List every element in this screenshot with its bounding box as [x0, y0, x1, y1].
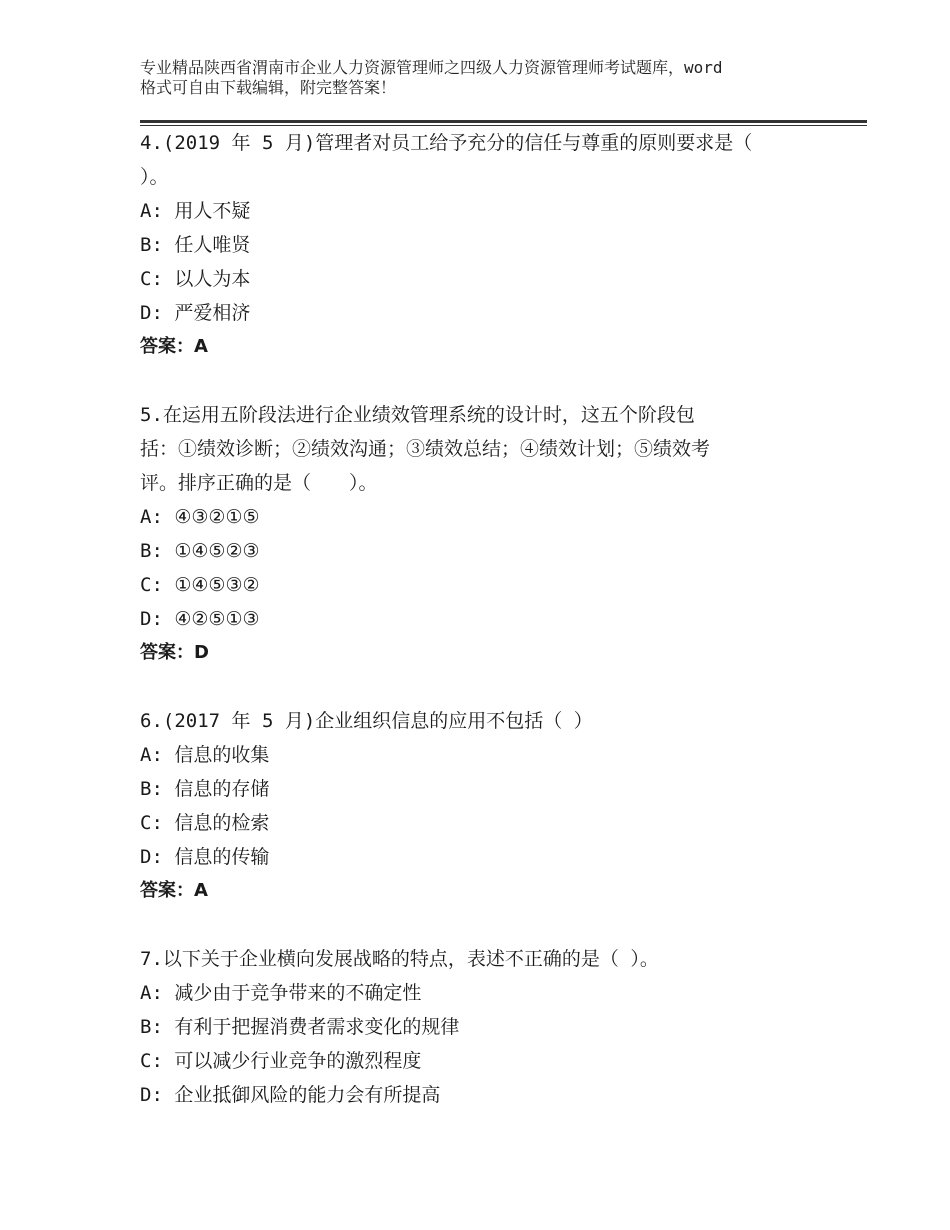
question-5 [140, 398, 830, 670]
answer-value: D [194, 642, 209, 663]
document-header [140, 58, 830, 98]
option-key: B: [140, 1016, 163, 1038]
option-text: 信息的收集 [174, 744, 270, 766]
spacer [140, 670, 830, 704]
option-a [140, 976, 830, 1010]
question-text-line: 5.在运用五阶段法进行企业绩效管理系统的设计时，这五个阶段包 [140, 404, 695, 426]
question-4 [140, 126, 830, 364]
option-a [140, 194, 830, 228]
answer-label: 答案： [140, 336, 194, 357]
option-c [140, 806, 830, 840]
option-text: 信息的传输 [174, 846, 270, 868]
question-text-line: 括：①绩效诊断；②绩效沟通；③绩效总结；④绩效计划；⑤绩效考 [140, 438, 711, 460]
question-list [140, 126, 830, 1112]
option-d [140, 1078, 830, 1112]
answer-line [140, 330, 830, 364]
option-text: 用人不疑 [174, 200, 251, 222]
option-c [140, 568, 830, 602]
option-text: 信息的存储 [174, 778, 270, 800]
question-text-line: 7.以下关于企业横向发展战略的特点，表述不正确的是（ ）。 [140, 948, 659, 970]
option-key: D: [140, 302, 163, 324]
option-key: A: [140, 744, 163, 766]
answer-value: A [194, 336, 208, 357]
option-text: 有利于把握消费者需求变化的规律 [174, 1016, 460, 1038]
spacer [140, 364, 830, 398]
answer-label: 答案： [140, 642, 194, 663]
option-b [140, 534, 830, 568]
option-key: B: [140, 778, 163, 800]
option-key: B: [140, 234, 163, 256]
option-text: 减少由于竞争带来的不确定性 [174, 982, 422, 1004]
option-text: 任人唯贤 [174, 234, 251, 256]
question-text-line: 6.(2017 年 5 月)企业组织信息的应用不包括（ ） [140, 710, 593, 732]
option-a [140, 500, 830, 534]
option-text: 企业抵御风险的能力会有所提高 [174, 1084, 441, 1106]
option-text: 严爱相济 [174, 302, 251, 324]
option-text: 信息的检索 [174, 812, 270, 834]
option-c [140, 262, 830, 296]
option-text: ①④⑤③② [174, 574, 260, 596]
header-rule-thick [140, 120, 867, 123]
question-7 [140, 942, 830, 1112]
answer-line [140, 636, 830, 670]
option-key: D: [140, 608, 163, 630]
header-line-2: 格式可自由下载编辑，附完整答案！ [140, 78, 397, 97]
option-key: A: [140, 982, 163, 1004]
option-key: C: [140, 1050, 163, 1072]
option-key: C: [140, 812, 163, 834]
option-key: A: [140, 506, 163, 528]
option-key: D: [140, 1084, 163, 1106]
option-text: ④③②①⑤ [174, 506, 260, 528]
option-c [140, 1044, 830, 1078]
spacer [140, 908, 830, 942]
answer-value: A [194, 880, 208, 901]
answer-line [140, 874, 830, 908]
option-key: A: [140, 200, 163, 222]
option-d [140, 840, 830, 874]
option-text: ①④⑤②③ [174, 540, 260, 562]
question-text-line: 4.(2019 年 5 月)管理者对员工给予充分的信任与尊重的原则要求是（ [140, 132, 753, 154]
question-text-line: ）。 [140, 166, 169, 188]
option-d [140, 602, 830, 636]
option-b [140, 228, 830, 262]
option-text: 可以减少行业竞争的激烈程度 [174, 1050, 422, 1072]
option-key: C: [140, 574, 163, 596]
header-line-1: 专业精品陕西省渭南市企业人力资源管理师之四级人力资源管理师考试题库，word [140, 58, 723, 77]
option-text: ④②⑤①③ [174, 608, 260, 630]
option-a [140, 738, 830, 772]
option-key: C: [140, 268, 163, 290]
option-b [140, 772, 830, 806]
option-key: D: [140, 846, 163, 868]
question-text-line: 评。排序正确的是（ ）。 [140, 472, 378, 494]
answer-label: 答案： [140, 880, 194, 901]
option-b [140, 1010, 830, 1044]
option-key: B: [140, 540, 163, 562]
option-text: 以人为本 [174, 268, 251, 290]
option-d [140, 296, 830, 330]
question-6 [140, 704, 830, 908]
